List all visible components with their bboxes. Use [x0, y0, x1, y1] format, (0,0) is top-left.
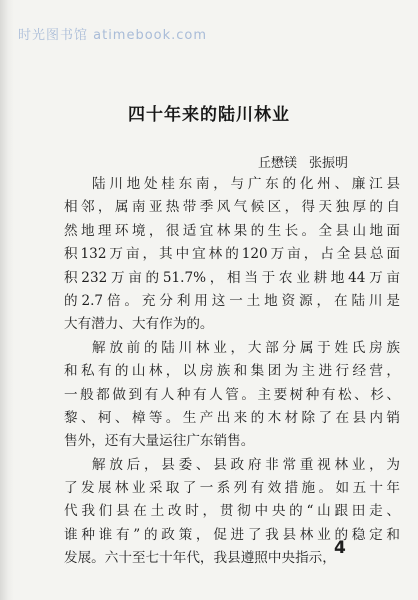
author-name: 丘懋镁: [258, 156, 298, 171]
text-line: 谁种谁有”的政策，促进了我县林业的稳定和: [64, 526, 400, 543]
text-line: 黎、柯、樟等。生产出来的木材除了在县内销: [64, 409, 400, 426]
text-line: 然地理环境，很适宜林果的生长。全县山地面: [64, 222, 400, 239]
text-line: 了发展林业采取了一系列有效措施。如五十年: [64, 480, 400, 497]
scan-shadow-edge: [0, 0, 14, 600]
paragraph: [64, 337, 400, 454]
article-title: 四十年来的陆川林业: [128, 105, 290, 125]
paragraph: [64, 173, 400, 337]
text-line: 大有潜力、大有作为的。: [64, 316, 214, 333]
text-line: 和私有的山林，以房族和集团为主进行经营，: [64, 363, 400, 380]
article-body: [64, 173, 400, 571]
text-line: 积232万亩的51.7%，相当于农业耕地44万亩: [64, 269, 400, 286]
text-line: 陆川地处桂东南，与广东的化州、廉江县: [92, 176, 400, 192]
article-authors: [258, 152, 348, 171]
text-line: 相邻，属南亚热带季风气候区，得天独厚的自: [64, 199, 400, 216]
text-line: 售外，还有大量运往广东销售。: [64, 433, 255, 450]
page-number: 4: [334, 538, 346, 558]
text-line: 的2.7倍。充分利用这一土地资源，在陆川是: [64, 292, 400, 309]
text-line: 发展。六十至七十年代，我县遵照中央指示，: [64, 550, 336, 567]
text-line: 解放前的陆川林业，大部分属于姓氏房族: [92, 339, 400, 356]
text-line: 代我们县在土改时，贯彻中央的“山跟田走、: [64, 503, 400, 520]
watermark: 时光图书馆 atimebook.com: [18, 28, 208, 43]
paragraph: [64, 454, 400, 571]
text-line: 解放后，县委、县政府非常重视林业，为: [92, 456, 400, 473]
text-line: 积132万亩，其中宜林的120万亩，占全县总面: [64, 246, 400, 263]
author-name: 张振明: [309, 156, 349, 171]
text-line: 一般都做到有人种有人管。主要树种有松、杉、: [64, 386, 400, 403]
